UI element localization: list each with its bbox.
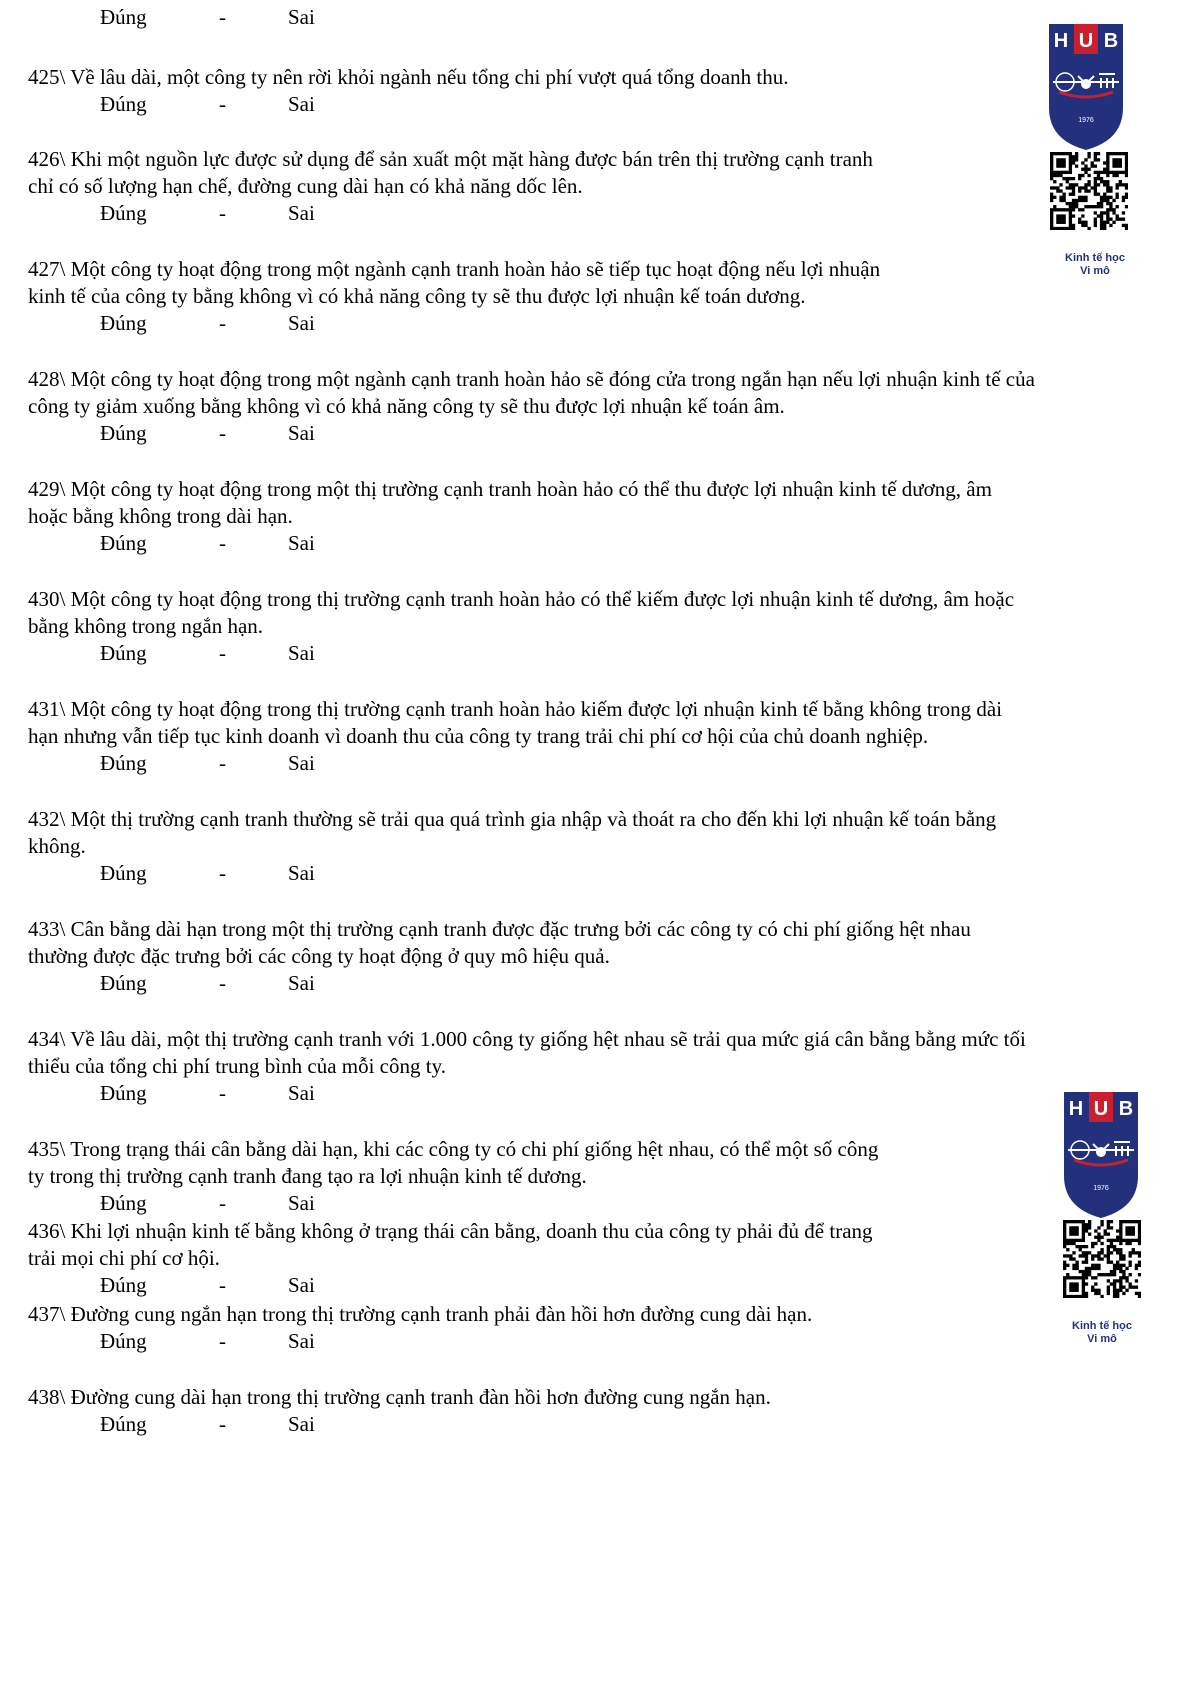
logo-year: 1976 (1078, 117, 1094, 124)
answer-false: Sai (288, 1081, 315, 1105)
question-text-line: 430\ Một công ty hoạt động trong thị trường cạnh tranh hoàn hảo có thể kiếm được lợi nhuận kinh tế dương, âm hoặc (28, 587, 1015, 611)
answer-true: Đúng (100, 1412, 147, 1436)
question-text-line: 433\ Cân bằng dài hạn trong một thị trường cạnh tranh được đặc trưng bởi các công ty có chi phí giống hệt nhau (28, 917, 971, 941)
answer-separator: - (219, 971, 226, 995)
logo-caption-line1: Kinh tế học (1065, 252, 1125, 264)
qr-code-icon (1050, 152, 1128, 230)
answer-true: Đúng (100, 861, 147, 885)
answer-separator: - (219, 1412, 226, 1436)
logo-caption (1047, 1320, 1157, 1346)
logo-letter-u: U (1093, 1098, 1109, 1120)
question-text-line: 434\ Về lâu dài, một thị trường cạnh tranh với 1.000 công ty giống hệt nhau sẽ trải qua mức giá cân bằng bằng mức tối (28, 1027, 1026, 1051)
logo-caption-line2: Vi mô (1087, 1333, 1117, 1345)
question-text-line: 435\ Trong trạng thái cân bằng dài hạn, khi các công ty có chi phí giống hệt nhau, có thể một số công (28, 1137, 879, 1161)
answer-false: Sai (288, 641, 315, 665)
answer-true: Đúng (100, 641, 147, 665)
question-text-line: công ty giảm xuống bằng không vì có khả năng công ty sẽ thu được lợi nhuận kế toán âm. (28, 394, 785, 418)
answer-false: Sai (288, 1191, 315, 1215)
answer-true: Đúng (100, 311, 147, 335)
question-text-line: 437\ Đường cung ngắn hạn trong thị trường cạnh tranh phải đàn hồi hơn đường cung dài hạn. (28, 1302, 813, 1326)
answer-false: Sai (288, 311, 315, 335)
answer-false: Sai (288, 1273, 315, 1297)
answer-false: Sai (288, 751, 315, 775)
question-text-line: không. (28, 834, 86, 858)
answer-true: Đúng (100, 751, 147, 775)
question-text-line: thiểu của tổng chi phí trung bình của mỗi công ty. (28, 1054, 446, 1078)
answer-separator: - (219, 1081, 226, 1105)
question-text-line: chỉ có số lượng hạn chế, đường cung dài hạn có khả năng dốc lên. (28, 174, 583, 198)
logo-letter-b: B (1118, 1098, 1134, 1120)
answer-separator: - (219, 421, 226, 445)
answer-true: Đúng (100, 531, 147, 555)
answer-false: Sai (288, 861, 315, 885)
answer-true: Đúng (100, 1191, 147, 1215)
logo-letter-b: B (1103, 30, 1119, 52)
answer-false: Sai (288, 1412, 315, 1436)
question-text-line: 431\ Một công ty hoạt động trong thị trường cạnh tranh hoàn hảo kiếm được lợi nhuận kinh tế bằng không trong dài (28, 697, 1003, 721)
question-text-line: hoặc bằng không trong dài hạn. (28, 504, 293, 528)
answer-separator: - (219, 201, 226, 225)
answer-false: Sai (288, 92, 315, 116)
hub-logo (1045, 22, 1127, 152)
question-text-line: 429\ Một công ty hoạt động trong một thị trường cạnh tranh hoàn hảo có thể thu được lợi nhuận kinh tế dương, âm (28, 477, 992, 501)
question-text-line: thường được đặc trưng bởi các công ty hoạt động ở quy mô hiệu quả. (28, 944, 610, 968)
logo-letter-h: H (1068, 1098, 1084, 1120)
answer-true: Đúng (100, 5, 147, 29)
hub-logo (1060, 1090, 1142, 1220)
answer-false: Sai (288, 201, 315, 225)
logo-letter-h: H (1053, 30, 1069, 52)
question-text-line: trải mọi chi phí cơ hội. (28, 1246, 220, 1270)
logo-letter-u: U (1078, 30, 1094, 52)
question-text-line: 436\ Khi lợi nhuận kinh tế bằng không ở trạng thái cân bằng, doanh thu của công ty phải đủ để trang (28, 1219, 873, 1243)
answer-true: Đúng (100, 971, 147, 995)
answer-false: Sai (288, 531, 315, 555)
answer-true: Đúng (100, 1329, 147, 1353)
question-text-line: 426\ Khi một nguồn lực được sử dụng để sản xuất một mặt hàng được bán trên thị trường cạnh tranh (28, 147, 873, 171)
question-text-line: bằng không trong ngắn hạn. (28, 614, 264, 638)
question-text-line: 425\ Về lâu dài, một công ty nên rời khỏi ngành nếu tổng chi phí vượt quá tổng doanh thu. (28, 65, 789, 89)
answer-false: Sai (288, 5, 315, 29)
question-text-line: 427\ Một công ty hoạt động trong một ngành cạnh tranh hoàn hảo sẽ tiếp tục hoạt động nếu lợi nhuận (28, 257, 881, 281)
question-text-line: 438\ Đường cung dài hạn trong thị trường cạnh tranh đàn hồi hơn đường cung ngắn hạn. (28, 1385, 771, 1409)
answer-separator: - (219, 1329, 226, 1353)
answer-separator: - (219, 531, 226, 555)
question-text-line: ty trong thị trường cạnh tranh đang tạo ra lợi nhuận kinh tế dương. (28, 1164, 587, 1188)
logo-caption-line2: Vi mô (1080, 265, 1110, 277)
answer-true: Đúng (100, 1273, 147, 1297)
answer-separator: - (219, 751, 226, 775)
answer-separator: - (219, 641, 226, 665)
answer-true: Đúng (100, 92, 147, 116)
logo-caption (1040, 252, 1150, 278)
question-text-line: 432\ Một thị trường cạnh tranh thường sẽ trải qua quá trình gia nhập và thoát ra cho đến khi lợi nhuận kế toán bằng (28, 807, 997, 831)
question-text-line: hạn nhưng vẫn tiếp tục kinh doanh vì doanh thu của công ty trang trải chi phí cơ hội của chủ doanh nghiệp. (28, 724, 929, 748)
answer-separator: - (219, 1273, 226, 1297)
answer-false: Sai (288, 421, 315, 445)
question-text-line: kinh tế của công ty bằng không vì có khả năng công ty sẽ thu được lợi nhuận kế toán dương. (28, 284, 806, 308)
answer-separator: - (219, 311, 226, 335)
answer-separator: - (219, 5, 226, 29)
answer-separator: - (219, 1191, 226, 1215)
answer-true: Đúng (100, 201, 147, 225)
question-text-line: 428\ Một công ty hoạt động trong một ngành cạnh tranh hoàn hảo sẽ đóng cửa trong ngắn hạn nếu lợi nhuận kinh tế của (28, 367, 1035, 391)
logo-caption-line1: Kinh tế học (1072, 1320, 1132, 1332)
answer-separator: - (219, 92, 226, 116)
answer-false: Sai (288, 971, 315, 995)
answer-false: Sai (288, 1329, 315, 1353)
logo-year: 1976 (1093, 1185, 1109, 1192)
qr-code-icon (1063, 1220, 1141, 1298)
answer-separator: - (219, 861, 226, 885)
answer-true: Đúng (100, 421, 147, 445)
answer-true: Đúng (100, 1081, 147, 1105)
